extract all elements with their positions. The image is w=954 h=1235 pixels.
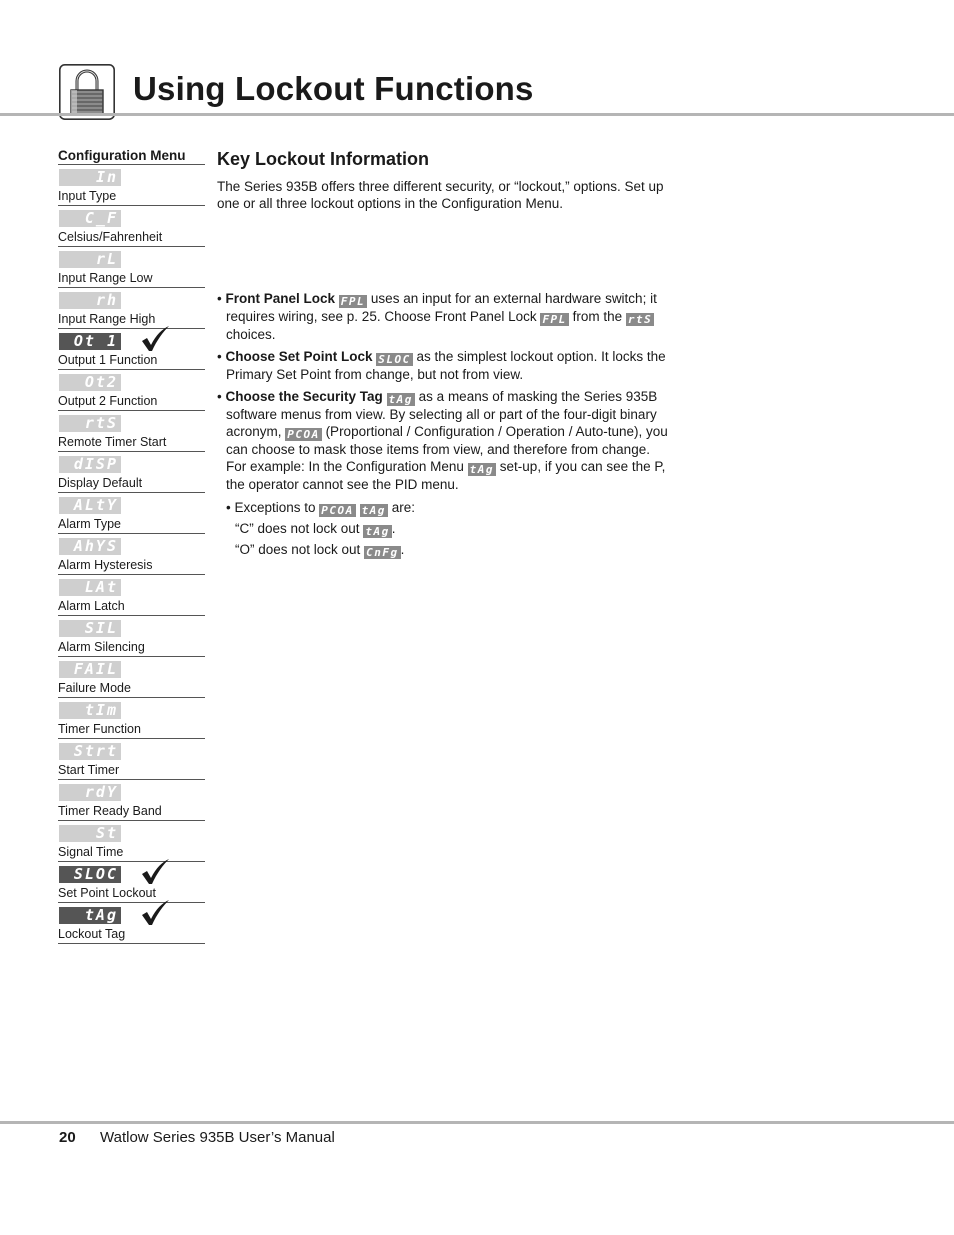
front-panel-text: uses an input for an external hardware switch; it requires wiring, see p. 25. Choose Front Panel Lock <box>226 291 657 324</box>
list-item <box>58 288 205 329</box>
security-tag-text: as a means of masking the Series 935B software menus from view. By selecting all or part of the four-digit binary acronym, <box>226 389 658 439</box>
lcd-display-code: ALtY <box>59 497 121 514</box>
menu-item-label: Input Type <box>58 189 117 203</box>
lcd-display-code: LAt <box>59 579 121 596</box>
lcd-display-code: In <box>59 169 121 186</box>
display-chip-fpl: FPL <box>340 295 366 308</box>
lcd-display-code: C_F <box>59 210 121 227</box>
title-divider <box>0 113 954 116</box>
list-item-front-panel-lock: • Front Panel Lock FPL uses an input for an external hardware switch; it requires wiring, see p. 25. Choose Front Panel Lock FPL from the rtS choices. <box>217 291 657 342</box>
lcd-display-code: rL <box>59 251 121 268</box>
lockout-options-list <box>217 290 672 559</box>
menu-item-label: Failure Mode <box>58 681 131 695</box>
security-tag-text: (Proportional / Configuration / Operation / Auto-tune), you can choose to mask those items from view, and therefore from change. For example: In the Configuration Menu <box>226 424 668 474</box>
checkmark-icon <box>139 325 171 353</box>
lcd-display-code: tAg <box>59 907 121 924</box>
menu-item-label: Display Default <box>58 476 143 490</box>
security-tag-text: set-up, if you can see the P, the operator cannot see the PID menu. <box>226 459 666 492</box>
term-set-point-lock: Choose Set Point Lock <box>225 349 373 364</box>
list-item <box>58 739 205 780</box>
menu-item-label: Lockout Tag <box>58 927 126 941</box>
menu-item-label: Input Range High <box>58 312 156 326</box>
menu-item-label: Output 2 Function <box>58 394 158 408</box>
display-chip-sloc: SLOC <box>378 353 411 366</box>
display-chip-cnfg: CnFg <box>366 546 399 559</box>
lcd-display-code: dISP <box>59 456 121 473</box>
display-chip-tag: tAg <box>469 463 495 476</box>
page-number: 20 <box>59 1129 76 1146</box>
section-heading: Key Lockout Information <box>217 149 430 169</box>
list-item <box>58 370 205 411</box>
list-item <box>58 493 205 534</box>
intro-paragraph: The Series 935B offers three different security, or “lockout,” options. Set up one or all three lockout options in the Configuration Menu. <box>217 179 664 211</box>
display-chip-rts: rtS <box>627 313 653 326</box>
list-item <box>58 780 205 821</box>
list-item <box>58 616 205 657</box>
menu-item-label: Alarm Hysteresis <box>58 558 153 572</box>
lcd-display-code: SLOC <box>59 866 121 883</box>
footer-manual-title: Watlow Series 935B User’s Manual <box>100 1129 335 1146</box>
term-front-panel-lock: Front Panel Lock <box>225 291 336 306</box>
checkmark-icon <box>139 858 171 886</box>
exception-c-text: “C” does not lock out <box>235 521 360 536</box>
list-item <box>58 452 205 493</box>
exceptions-lead: • Exceptions to PCOA tAg are: <box>226 500 415 517</box>
menu-item-label: Celsius/Fahrenheit <box>58 230 163 244</box>
menu-item-label: Signal Time <box>58 845 124 859</box>
menu-item-label: Alarm Type <box>58 517 121 531</box>
lcd-display-code: Ot2 <box>59 374 121 391</box>
lcd-display-code: rdY <box>59 784 121 801</box>
page-title: Using Lockout Functions <box>133 70 534 107</box>
main-content <box>217 148 672 562</box>
menu-item-label: Output 1 Function <box>58 353 158 367</box>
exception-o <box>226 541 672 559</box>
display-chip-tag: tAg <box>365 525 390 538</box>
list-item-security-tag: • Choose the Security Tag tAg as a means of masking the Series 935B software menus from view. By selecting all or part of the four-digit binary acronym, PCOA (Proportional / Configuration / Operation / Auto-tune), you can choose to mask those items from view, and therefore from change. For example: In the Configuration Menu tAg set-up, if you can see the P, the operator cannot see the PID menu. <box>217 389 668 492</box>
front-panel-text: choices. <box>226 327 276 342</box>
menu-item-label: Input Range Low <box>58 271 153 285</box>
period: . <box>400 542 405 557</box>
menu-item-label: Start Timer <box>58 763 120 777</box>
exception-c <box>226 520 672 538</box>
menu-item-label: Alarm Silencing <box>58 640 145 654</box>
list-item <box>58 903 205 944</box>
exceptions-lead-text: Exceptions to <box>234 500 316 515</box>
exception-o-text: “O” does not lock out <box>235 542 361 557</box>
lcd-display-code: AhYS <box>59 538 121 555</box>
lcd-display-code: rtS <box>59 415 121 432</box>
menu-item-label: Timer Ready Band <box>58 804 162 818</box>
list-item <box>58 247 205 288</box>
list-item <box>58 821 205 862</box>
lcd-display-code: FAIL <box>59 661 121 678</box>
list-item-set-point-lock: • Choose Set Point Lock SLOC as the simplest lockout option. It locks the Primary Set Point from change, but not from view. <box>217 349 666 382</box>
list-item <box>58 206 205 247</box>
exceptions-block <box>226 499 672 559</box>
term-security-tag: Choose the Security Tag <box>225 389 383 404</box>
configuration-menu-list <box>58 165 205 944</box>
list-item <box>58 534 205 575</box>
list-item <box>58 657 205 698</box>
display-chip-pcoa: PCOA <box>287 428 320 441</box>
list-item <box>58 862 205 903</box>
menu-item-label: Alarm Latch <box>58 599 125 613</box>
configuration-menu-heading: Configuration Menu <box>58 148 205 165</box>
display-chip-tag: tAg <box>361 504 386 517</box>
page-footer <box>59 1129 335 1147</box>
lcd-display-code: Strt <box>59 743 121 760</box>
front-panel-text: from the <box>572 309 623 324</box>
list-item <box>58 575 205 616</box>
list-item <box>58 698 205 739</box>
lcd-display-code: SIL <box>59 620 121 637</box>
period: . <box>391 521 396 536</box>
display-chip-fpl: FPL <box>542 313 567 326</box>
lcd-display-code: St <box>59 825 121 842</box>
padlock-icon <box>59 64 115 120</box>
footer-divider <box>0 1121 954 1124</box>
lcd-display-code: tIm <box>59 702 121 719</box>
list-item <box>58 165 205 206</box>
exceptions-tail-text: are: <box>391 500 415 515</box>
list-item <box>58 411 205 452</box>
configuration-menu-sidebar <box>58 148 205 944</box>
set-point-text: as the simplest lockout option. It locks the Primary Set Point from change, but not from view. <box>226 349 666 382</box>
checkmark-icon <box>139 899 171 927</box>
list-item <box>58 329 205 370</box>
menu-item-label: Remote Timer Start <box>58 435 167 449</box>
lcd-display-code: Ot 1 <box>59 333 121 350</box>
display-chip-pcoa: PCOA <box>321 504 354 517</box>
lcd-display-code: rh <box>59 292 121 309</box>
menu-item-label: Set Point Lockout <box>58 886 156 900</box>
menu-item-label: Timer Function <box>58 722 141 736</box>
display-chip-tag: tAg <box>388 393 413 406</box>
